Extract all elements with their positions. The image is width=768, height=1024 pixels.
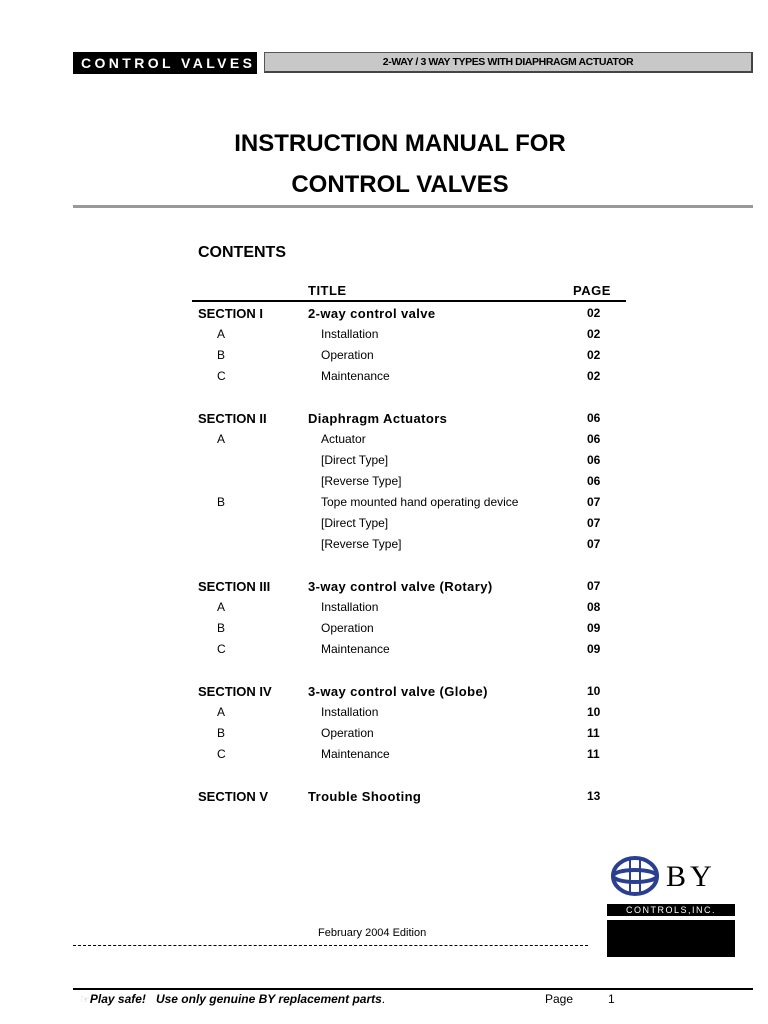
toc-blank-row	[0, 389, 768, 410]
toc-item-row	[0, 494, 768, 515]
toc-section-row	[0, 683, 768, 704]
toc-label: SECTION IV	[198, 684, 272, 699]
toc-page: 02	[587, 369, 601, 383]
toc-page: 06	[587, 432, 601, 446]
toc-page: 09	[587, 642, 601, 656]
toc-label: A	[217, 432, 226, 446]
header-right-banner: 2-WAY / 3 WAY TYPES WITH DIAPHRAGM ACTUATOR	[264, 52, 753, 73]
toc-label: B	[217, 726, 226, 740]
toc-item-row	[0, 725, 768, 746]
toc-title: Tope mounted hand operating device	[321, 495, 519, 509]
toc-title: Installation	[321, 600, 379, 614]
toc-item-row	[0, 746, 768, 767]
globe-logo-icon	[610, 856, 660, 896]
toc-page: 07	[587, 537, 601, 551]
toc-title: 3-way control valve (Rotary)	[308, 579, 493, 594]
toc-page: 10	[587, 684, 601, 698]
toc-page: 09	[587, 621, 601, 635]
toc-label: A	[217, 705, 226, 719]
page-label: Page	[545, 992, 574, 1006]
title-rule	[73, 205, 753, 208]
toc-item-row	[0, 431, 768, 452]
toc-item-row	[0, 368, 768, 389]
toc-page: 02	[587, 306, 601, 320]
toc-title: Actuator	[321, 432, 366, 446]
toc-title: Operation	[321, 726, 374, 740]
toc-title: Installation	[321, 327, 379, 341]
toc-section-row	[0, 305, 768, 326]
toc-label: B	[217, 621, 226, 635]
toc-title: Operation	[321, 348, 374, 362]
toc-page: 07	[587, 516, 601, 530]
toc-label: B	[217, 495, 226, 509]
toc-page: 10	[587, 705, 601, 719]
toc-item-row	[0, 599, 768, 620]
toc-title: 3-way control valve (Globe)	[308, 684, 488, 699]
safety-note-text: Use only genuine BY replacement parts	[155, 992, 382, 1006]
pointing-hand-icon: ☞	[80, 994, 90, 1006]
toc-page: 06	[587, 453, 601, 467]
toc-title: Diaphragm Actuators	[308, 411, 448, 426]
toc-item-row	[0, 452, 768, 473]
toc-label: A	[217, 600, 226, 614]
edition-text: February 2004 Edition	[318, 927, 427, 939]
toc-page: 11	[587, 747, 600, 761]
page-number: 1	[608, 992, 615, 1006]
toc-title: 2-way control valve	[308, 306, 436, 321]
brand-name: BY	[666, 860, 716, 893]
toc-label: SECTION III	[198, 579, 271, 594]
toc-section-row	[0, 410, 768, 431]
toc-item-row	[0, 347, 768, 368]
toc-title: Trouble Shooting	[308, 789, 422, 804]
footer-rule	[73, 988, 753, 990]
toc-label: SECTION I	[198, 306, 264, 321]
toc-title: [Direct Type]	[321, 453, 389, 467]
toc-item-row	[0, 704, 768, 725]
toc-title: Maintenance	[321, 747, 390, 761]
column-title-header: TITLE	[308, 283, 347, 298]
toc-blank-row	[0, 662, 768, 683]
table-of-contents	[0, 305, 768, 809]
toc-title: Installation	[321, 705, 379, 719]
toc-page: 06	[587, 474, 601, 488]
toc-blank-row	[0, 557, 768, 578]
toc-section-row	[0, 788, 768, 809]
toc-page: 06	[587, 411, 601, 425]
toc-page: 02	[587, 327, 601, 341]
toc-item-row	[0, 515, 768, 536]
title-line-1: INSTRUCTION MANUAL FOR	[234, 130, 566, 157]
toc-label: B	[217, 348, 226, 362]
brand-subtitle: CONTROLS,INC.	[607, 904, 735, 916]
toc-item-row	[0, 536, 768, 557]
toc-page: 13	[587, 789, 601, 803]
toc-label: SECTION II	[198, 411, 267, 426]
black-block	[607, 920, 735, 957]
safety-note-period: .	[381, 992, 386, 1006]
dashed-divider	[73, 945, 588, 946]
toc-label: C	[217, 642, 226, 656]
toc-title: Maintenance	[321, 369, 390, 383]
toc-item-row	[0, 473, 768, 494]
toc-title: [Reverse Type]	[321, 474, 402, 488]
toc-page: 02	[587, 348, 601, 362]
safety-note	[80, 992, 385, 1006]
toc-label: A	[217, 327, 226, 341]
safety-note-bold: Play safe!	[89, 992, 146, 1006]
toc-item-row	[0, 326, 768, 347]
toc-title: [Direct Type]	[321, 516, 389, 530]
toc-page: 07	[587, 579, 601, 593]
toc-page: 11	[587, 726, 600, 740]
toc-label: SECTION V	[198, 789, 269, 804]
toc-item-row	[0, 641, 768, 662]
toc-page: 08	[587, 600, 601, 614]
toc-section-row	[0, 578, 768, 599]
toc-title: Maintenance	[321, 642, 390, 656]
toc-page: 07	[587, 495, 601, 509]
column-page-header: PAGE	[573, 283, 611, 298]
toc-label: C	[217, 369, 226, 383]
header-divider	[192, 300, 626, 302]
contents-heading: CONTENTS	[198, 244, 286, 261]
title-line-2: CONTROL VALVES	[291, 171, 509, 198]
toc-title: Operation	[321, 621, 374, 635]
header-left-banner: CONTROL VALVES	[73, 52, 257, 74]
toc-blank-row	[0, 767, 768, 788]
toc-label: C	[217, 747, 226, 761]
toc-item-row	[0, 620, 768, 641]
toc-title: [Reverse Type]	[321, 537, 402, 551]
